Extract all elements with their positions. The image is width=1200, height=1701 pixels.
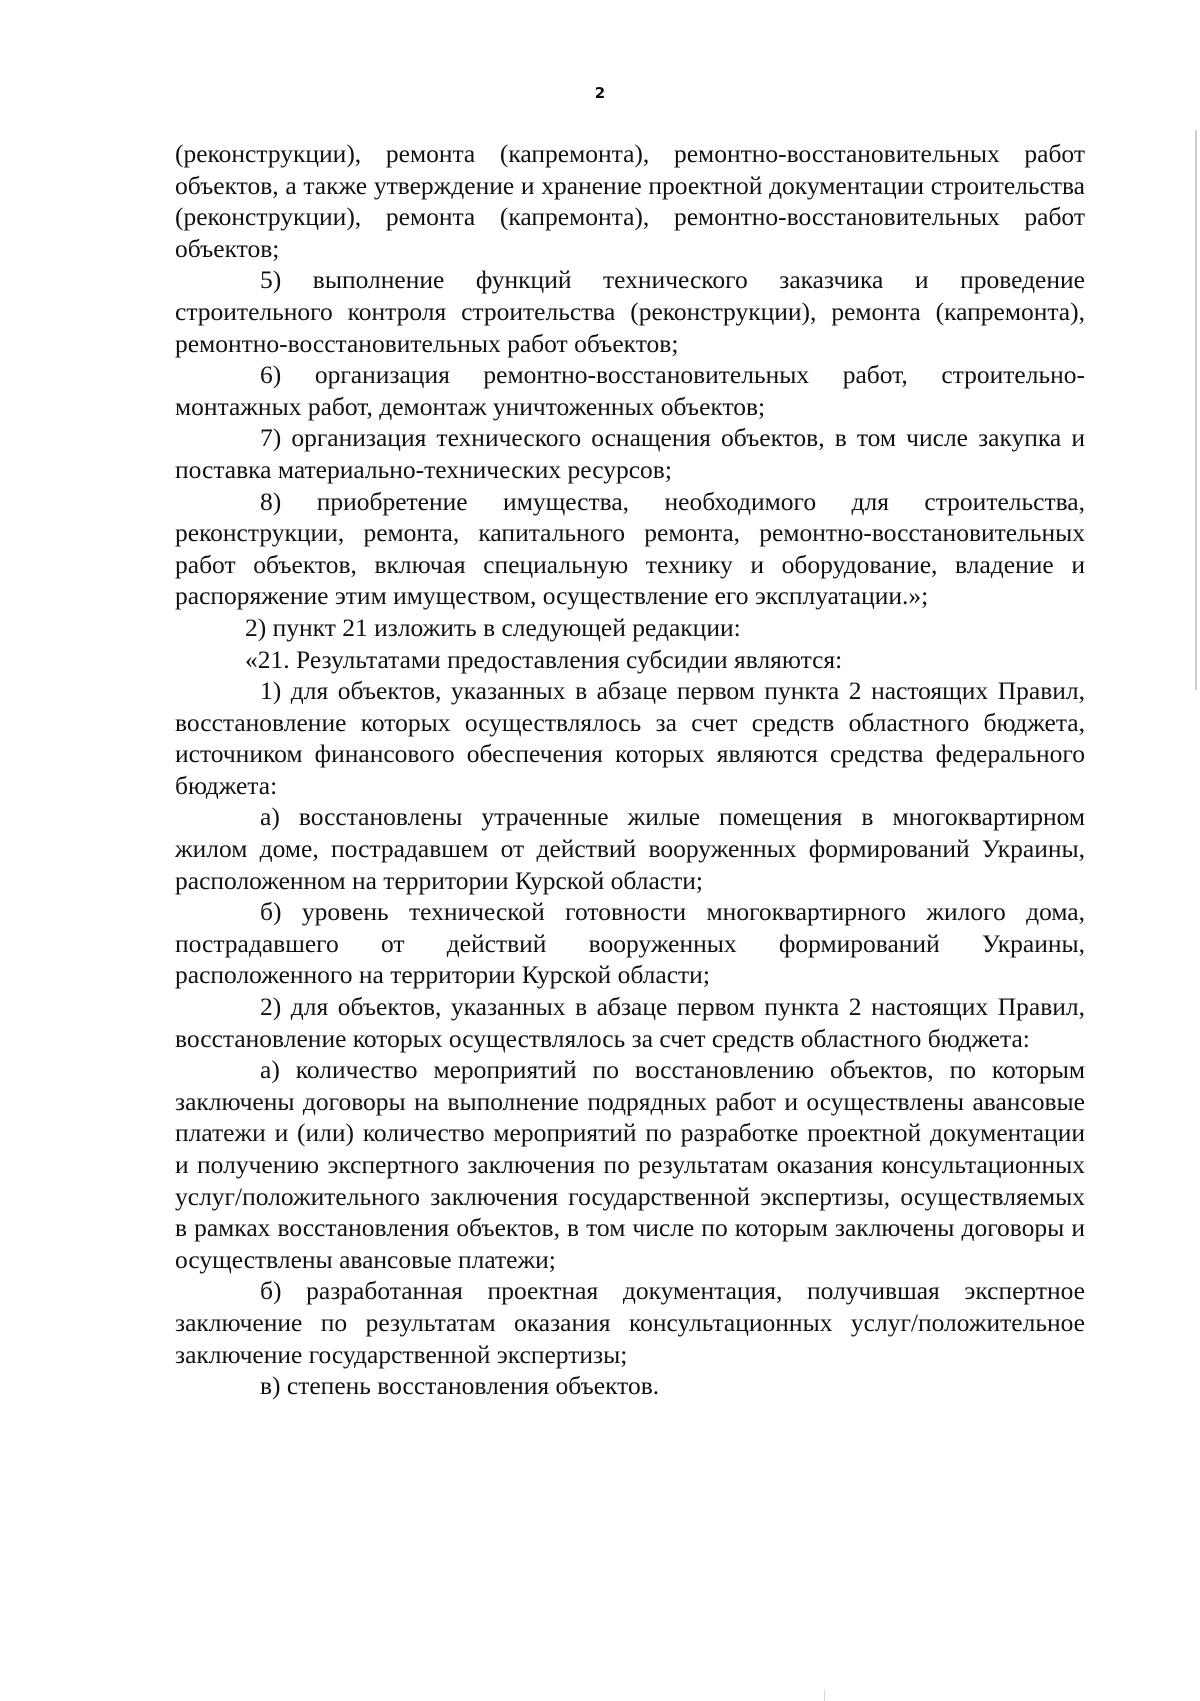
result-item-1a: а) восстановлены утраченные жилые помещения в многоквартирном жилом доме, пострадавшем от действий вооруженных формирований Украины, расположенном на территории Курской области; xyxy=(175,802,1085,895)
result-item-1: 1) для объектов, указанных в абзаце первом пункта 2 настоящих Правил, восстановление которых осуществлялось за счет средств областного бюджета, источником финансового обеспечения которых являются средства федерального бюджета: xyxy=(175,676,1085,800)
amendment-item-2: 2) пункт 21 изложить в следующей редакции: xyxy=(245,612,741,642)
result-item-2c: в) степень восстановления объектов. xyxy=(260,1371,660,1401)
result-item-1b: б) уровень технической готовности многоквартирного жилого дома, пострадавшего от действий вооруженных формирований Украины, расположенного на территории Курской области; xyxy=(175,897,1085,990)
list-item-8: 8) приобретение имущества, необходимого для строительства, реконструкции, ремонта, капитального ремонта, ремонтно-восстановительных работ объектов, включая специальную технику и оборудование, владение и распоряжение этим имуществом, осуществление его эксплуатации.»; xyxy=(175,486,1085,611)
scan-edge-mark xyxy=(824,1690,825,1701)
result-item-2b: б) разработанная проектная документация, получившая экспертное заключение по результатам оказания консультационных услуг/положительное заключение государственной экспертизы; xyxy=(175,1276,1085,1369)
clause-21-heading: «21. Результатами предоставления субсидии являются: xyxy=(245,644,843,674)
scan-edge-line xyxy=(1195,130,1197,690)
result-item-2a: а) количество мероприятий по восстановлению объектов, по которым заключены договоры на выполнение подрядных работ и осуществлены авансовые платежи и (или) количество мероприятий по разработке проектной документации и получению экспертного заключения по результатам оказания консультационных услуг/положительного заключения государственной экспертизы, осуществляемых в рамках восстановления объектов, в том числе по которым заключены договоры и осуществлены авансовые платежи; xyxy=(175,1055,1085,1274)
page-number: 2 xyxy=(594,84,606,102)
paragraph-continuation: (реконструкции), ремонта (капремонта), ремонтно-восстановительных работ объектов, а также утверждение и хранение проектной документации строительства (реконструкции), ремонта (капремонта), ремонтно-восстановительных работ объектов; xyxy=(175,139,1085,263)
document-body xyxy=(175,138,1085,1402)
list-item-7: 7) организация технического оснащения объектов, в том числе закупка и поставка материально-технических ресурсов; xyxy=(175,423,1085,484)
result-item-2: 2) для объектов, указанных в абзаце первом пункта 2 настоящих Правил, восстановление которых осуществлялось за счет средств областного бюджета: xyxy=(175,992,1085,1053)
list-item-5: 5) выполнение функций технического заказчика и проведение строительного контроля строительства (реконструкции), ремонта (капремонта), ремонтно-восстановительных работ объектов; xyxy=(175,265,1085,358)
list-item-6: 6) организация ремонтно-восстановительных работ, строительно-монтажных работ, демонтаж уничтоженных объектов; xyxy=(175,360,1085,421)
